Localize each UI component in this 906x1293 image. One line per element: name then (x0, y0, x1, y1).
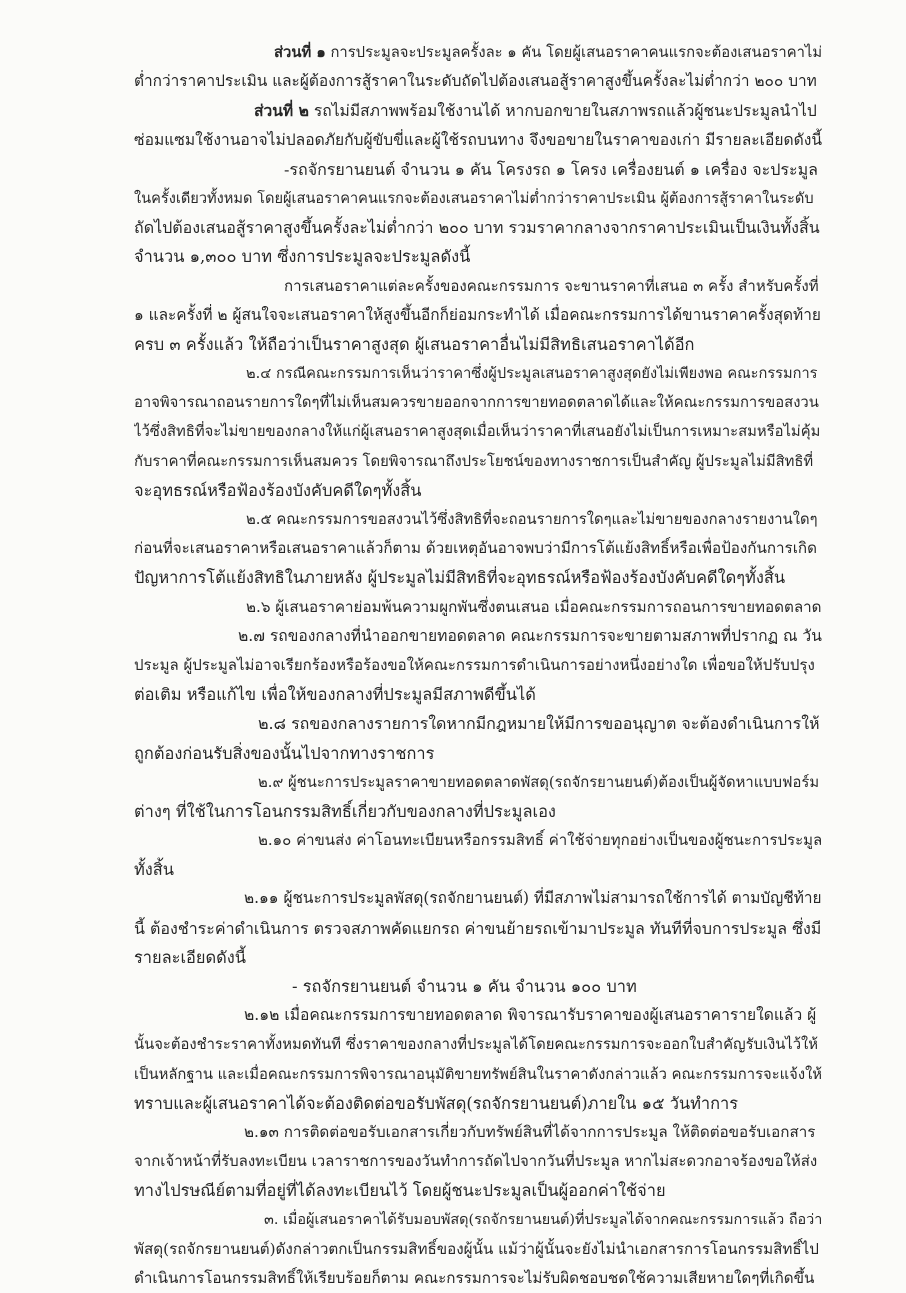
text-line: รายละเอียดดังนี้ (134, 947, 247, 967)
text-line: ก่อนที่จะเสนอราคาหรือเสนอราคาแล้วก็ตาม ด้วยเหตุอันอาจพบว่ามีการโต้แย้งสิทธิ์หรือเพื่อป้องกันการเกิด (134, 539, 817, 558)
text-line: ๒.๗ รถของกลางที่นำออกขายทอดตลาด คณะกรรมการจะขายตามสภาพที่ปรากฏ ณ วัน (238, 626, 822, 645)
text-line: นั้นจะต้องชำระราคาทั้งหมดทันที ซึ่งราคาของกลางที่ประมูลได้โดยคณะกรรมการจะออกใบสำคัญรับเงินไว้ให้ (134, 1036, 819, 1054)
text-line: - รถจักรยานยนต์ จำนวน ๑ คัน จำนวน ๑๐๐ บาท (292, 977, 637, 996)
text-line: ดำเนินการโอนกรรมสิทธิ์ให้เรียบร้อยก็ตาม คณะกรรมการจะไม่รับผิดชอบชดใช้ความเสียหายใดๆที่เกิดขึ้น (134, 1268, 815, 1287)
text-line: จากเจ้าหน้าที่รับลงทะเบียน เวลาราชการของวันทำการถัดไปจากวันที่ประมูล หากไม่สะดวกอาจร้องขอให้ส่ง (134, 1152, 818, 1171)
text-line: ซ่อมแซมใช้งานอาจไม่ปลอดภัยกับผู้ขับขี่และผู้ใช้รถบนทาง จึงขอขายในราคาของเก่า มีรายละเอียดดังนี้ (134, 130, 822, 149)
text-line: อาจพิจารณาถอนรายการใดๆที่ไม่เห็นสมควรขายออกจากการขายทอดตลาดได้และให้คณะกรรมการขอสงวน (134, 394, 819, 412)
text-line: ในครั้งเดียวทั้งหมด โดยผู้เสนอราคาคนแรกจะต้องเสนอราคาไม่ต่ำกว่าราคาประเมิน ผู้ต้องการสู้ราคาในระดับ (134, 189, 814, 207)
text-line: ปัญหาการโต้แย้งสิทธิในภายหลัง ผู้ประมูลไม่มีสิทธิที่จะอุทธรณ์หรือฟ้องร้องบังคับคดีใดๆทั้งสิ้น (134, 568, 786, 588)
text-line: ส่วนที่ ๑ การประมูลจะประมูลครั้งละ ๑ คัน โดยผู้เสนอราคาคนแรกจะต้องเสนอราคาไม่ (274, 44, 822, 61)
text-line: ไว้ซึ่งสิทธิที่จะไม่ขายของกลางให้แก่ผู้เสนอราคาสูงสุดเมื่อเห็นว่าราคาที่เสนอยังไม่เป็นการเหมาะสมหรือไม่คุ้ม (134, 423, 821, 441)
text-line: ต่อเติม หรือแก้ไข เพื่อให้ของกลางที่ประมูลมีสภาพดีขึ้นได้ (134, 685, 536, 705)
text-line: ๒.๖ ผู้เสนอราคาย่อมพ้นความผูกพันซึ่งตนเสนอ เมื่อคณะกรรมการถอนการขายทอดตลาด (246, 597, 822, 616)
text-line: ๒.๑๒ เมื่อคณะกรรมการขายทอดตลาด พิจารณารับราคาของผู้เสนอราคารายใดแล้ว ผู้ (244, 1006, 817, 1025)
text-line: ๒.๑๑ ผู้ชนะการประมูลพัสดุ(รถจักยานยนต์) ที่มีสภาพไม่สามารถใช้การได้ ตามบัญชีท้าย (244, 889, 822, 908)
text-line: จำนวน ๑,๓๐๐ บาท ซึ่งการประมูลจะประมูลดังนี้ (134, 247, 471, 267)
text-line: ๒.๙ ผู้ชนะการประมูลราคาขายทอดตลาดพัสดุ(รถจักรยานยนต์)ต้องเป็นผู้จัดหาแบบฟอร์ม (258, 773, 820, 791)
text-line: ๓. เมื่อผู้เสนอราคาได้รับมอบพัสดุ(รถจักรยานยนต์)ที่ประมูลได้จากคณะกรรมการแล้ว ถือว่า (264, 1211, 822, 1228)
text-line: กับราคาที่คณะกรรมการเห็นสมควร โดยพิจารณาถึงประโยชน์ของทางราชการเป็นสำคัญ ผู้ประมูลไม่มีสิทธิที่ (134, 452, 814, 470)
text-line: จะอุทธรณ์หรือฟ้องร้องบังคับคดีใดๆทั้งสิ้น (134, 480, 422, 500)
section-heading: ส่วนที่ ๑ (274, 44, 326, 61)
text-line: ทางไปรษณีย์ตามที่อยู่ที่ได้ลงทะเบียนไว้ โดยผู้ชนะประมูลเป็นผู้ออกค่าใช้จ่าย (134, 1181, 666, 1201)
text-line: ครบ ๓ ครั้งแล้ว ให้ถือว่าเป็นราคาสูงสุด ผู้เสนอราคาอื่นไม่มีสิทธิเสนอราคาได้อีก (134, 334, 695, 354)
text-line: ๒.๘ รถของกลางรายการใดหากมีกฎหมายให้มีการขออนุญาต จะต้องดำเนินการให้ (258, 714, 820, 734)
text-line: ส่วนที่ ๒ รถไม่มีสภาพพร้อมใช้งานได้ หากบอกขายในสภาพรถแล้วผู้ชนะประมูลนำไป (254, 101, 817, 121)
section-heading: ส่วนที่ ๒ (254, 101, 309, 121)
text-line: -รถจักรยานยนต์ จำนวน ๑ คัน โครงรถ ๑ โครง เครื่องยนต์ ๑ เครื่อง จะประมูล (284, 159, 818, 179)
text-line: เป็นหลักฐาน และเมื่อคณะกรรมการพิจารณาอนุมัติขายทรัพย์สินในราคาดังกล่าวแล้ว คณะกรรมการจะแจ้งให้ (134, 1065, 822, 1083)
text-line: ๒.๑๓ การติดต่อขอรับเอกสารเกี่ยวกับทรัพย์สินที่ได้จากการประมูล ให้ติดต่อขอรับเอกสาร (244, 1122, 816, 1141)
text-line: การเสนอราคาแต่ละครั้งของคณะกรรมการ จะขานราคาที่เสนอ ๓ ครั้ง สำหรับครั้งที่ (284, 276, 819, 295)
text-line: ทราบและผู้เสนอราคาได้จะต้องติดต่อขอรับพัสดุ(รถจักรยานยนต์)ภายใน ๑๕ วันทำการ (134, 1093, 739, 1113)
text-line: ประมูล ผู้ประมูลไม่อาจเรียกร้องหรือร้องขอให้คณะกรรมการดำเนินการอย่างหนึ่งอย่างใด เพื่อขอให้ปรับปรุง (134, 655, 815, 674)
text-line: ถูกต้องก่อนรับสิ่งของนั้นไปจากทางราชการ (134, 743, 435, 763)
text-line: นี้ ต้องชำระค่าดำเนินการ ตรวจสภาพคัดแยกรถ ค่าขนย้ายรถเข้ามาประมูล ทันทีที่จบการประมูล ซึ่งมี (134, 918, 822, 938)
text-line: ต่ำกว่าราคาประเมิน และผู้ต้องการสู้ราคาในระดับถัดไปต้องเสนอสู้ราคาสูงขึ้นครั้งละไม่ต่ำกว่า ๒๐๐ บาท (134, 72, 817, 91)
text-line: ๒.๕ คณะกรรมการขอสงวนไว้ซึ่งสิทธิที่จะถอนรายการใดๆและไม่ขายของกลางรายงานใดๆ (246, 511, 818, 528)
text-line: ๑ และครั้งที่ ๒ ผู้สนใจจะเสนอราคาให้สูงขึ้นอีกก็ย่อมกระทำได้ เมื่อคณะกรรมการได้ขานราคาครั้งสุดท้าย (134, 305, 821, 324)
text-line: ทั้งสิ้น (134, 860, 175, 880)
text-line: ต่างๆ ที่ใช้ในการโอนกรรมสิทธิ์เกี่ยวกับของกลางที่ประมูลเอง (134, 801, 556, 821)
text-line: ๒.๑๐ ค่าขนส่ง ค่าโอนทะเบียนหรือกรรมสิทธิ์ ค่าใช้จ่ายทุกอย่างเป็นของผู้ชนะการประมูล (258, 831, 822, 850)
text-line: พัสดุ(รถจักรยานยนต์)ดังกล่าวตกเป็นกรรมสิทธิ์ของผู้นั้น แม้ว่าผู้นั้นจะยังไม่นำเอกสารการโอนกรรมสิทธิ์ไป (134, 1239, 819, 1258)
text-line: ถัดไปต้องเสนอสู้ราคาสูงขึ้นครั้งละไม่ต่ำกว่า ๒๐๐ บาท รวมราคากลางจากราคาประเมินเป็นเงินทั้งสิ้น (134, 218, 820, 238)
text-line: ๒.๔ กรณีคณะกรรมการเห็นว่าราคาซึ่งผู้ประมูลเสนอราคาสูงสุดยังไม่เพียงพอ คณะกรรมการ (246, 365, 818, 383)
